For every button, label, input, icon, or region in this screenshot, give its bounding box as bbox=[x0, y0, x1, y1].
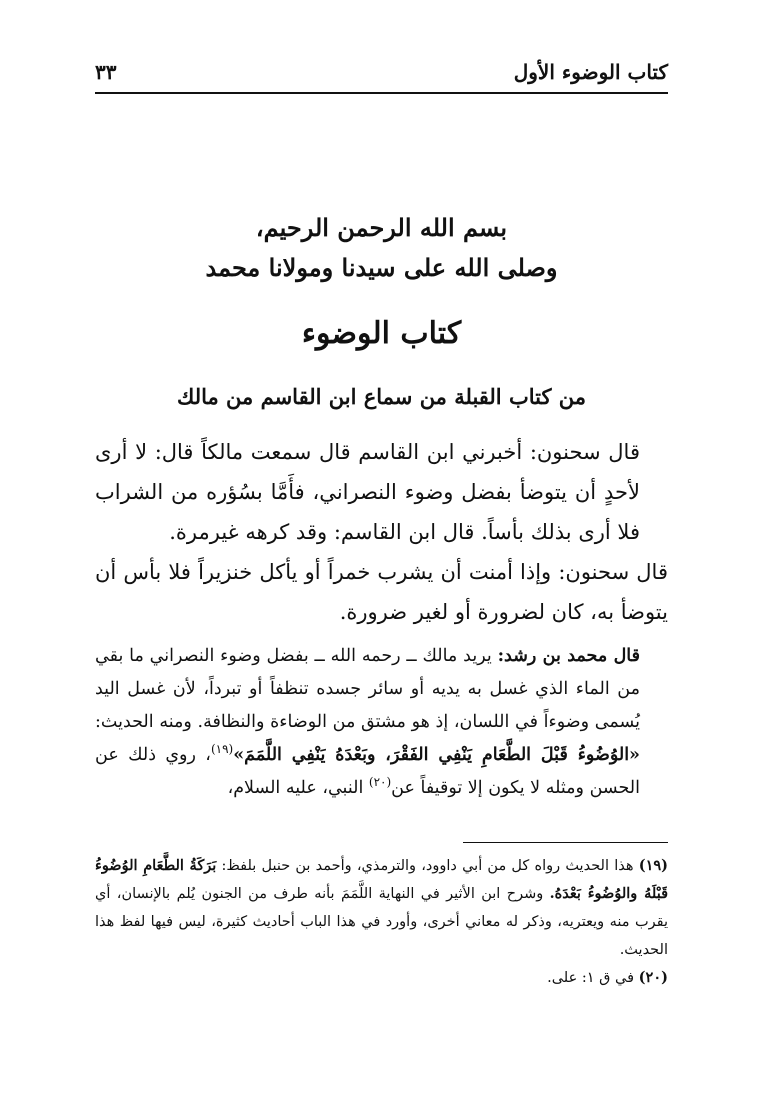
commentary-text-3: النبي، عليه السلام، bbox=[227, 778, 364, 798]
main-text bbox=[95, 432, 668, 632]
commentary bbox=[95, 640, 668, 805]
footnote-19-quote: بَرَكَةُ الطَّعَامِ الوُضُوءُ قَبْلَهُ والوُضُوءُ بَعْدَهُ. bbox=[95, 857, 668, 902]
footnote-ref-20: (٢٠) bbox=[368, 775, 392, 790]
basmala bbox=[95, 208, 668, 288]
footnote-19-number: (١٩) bbox=[638, 857, 669, 874]
commentary-paragraph bbox=[95, 640, 668, 805]
commentary-text-2: ، روي ذلك عن الحسن ومثله لا يكون إلا توقيفاً عن bbox=[95, 745, 640, 798]
basmala-line-1: بسم الله الرحمن الرحيم، bbox=[255, 213, 508, 242]
section-title: من كتاب القبلة من سماع ابن القاسم من مالك bbox=[177, 384, 586, 409]
page-number: ٣٣ bbox=[95, 60, 117, 84]
footnote-20 bbox=[95, 964, 668, 992]
footnote-ref-19: (١٩) bbox=[210, 742, 234, 757]
main-paragraph-2: قال سحنون: وإذا أمنت أن يشرب خمراً أو يأكل خنزيراً فلا بأس أن يتوضأ به، كان لضرورة أو لغير ضرورة. bbox=[95, 560, 668, 624]
footnotes bbox=[95, 852, 668, 992]
running-header bbox=[95, 58, 668, 94]
footnote-19 bbox=[95, 852, 668, 964]
commentary-text-1: يريد مالك ــ رحمه الله ــ بفضل وضوء النصراني ما بقي من الماء الذي غسل به يديه أو سائر جسده تنظفاً أو تبرداً، لأن غسل اليد يُسمى وضوءاً في اللسان، إذ هو مشتق من الوضاءة والنظافة. ومنه الحديث: bbox=[95, 646, 640, 732]
footnote-20-number: (٢٠) bbox=[638, 969, 668, 986]
footnote-rule bbox=[463, 842, 668, 843]
header-rule bbox=[95, 92, 668, 94]
footnote-20-text: في ق ١: على. bbox=[547, 970, 635, 986]
main-paragraph-1: قال سحنون: أخبرني ابن القاسم قال سمعت مالكاً قال: لا أرى لأحدٍ أن يتوضأ بفضل وضوء النصراني، فأَمَّا بسُؤره من الشراب فلا أرى بذلك بأساً. قال ابن القاسم: وقد كرهه غيرمرة. bbox=[95, 440, 640, 544]
commentary-speaker: قال محمد بن رشد: bbox=[497, 646, 640, 666]
book-title: كتاب الوضوء bbox=[301, 316, 462, 351]
basmala-line-2: وصلى الله على سيدنا ومولانا محمد bbox=[205, 253, 558, 282]
footnote-19-text-1: هذا الحديث رواه كل من أبي داوود، والترمذي، وأحمد بن حنبل بلفظ: bbox=[221, 858, 634, 874]
footnote-19-text-2: وشرح ابن الأثير في النهاية اللَّمَمَ بأنه طرف من الجنون يُلم بالإنسان، أي يقرب منه ويعتريه، وذكر له معاني أخرى، وأورد في هذا الباب أحاديث كثيرة، ليس فيها لفظ هذا الحديث. bbox=[95, 886, 668, 958]
header-title: كتاب الوضوء الأول bbox=[513, 60, 668, 84]
hadith-quote: «الوُضُوءُ قَبْلَ الطَّعَامِ يَنْفِي الفَقْرَ، وبَعْدَهُ يَنْفِي اللَّمَمَ» bbox=[233, 745, 640, 765]
